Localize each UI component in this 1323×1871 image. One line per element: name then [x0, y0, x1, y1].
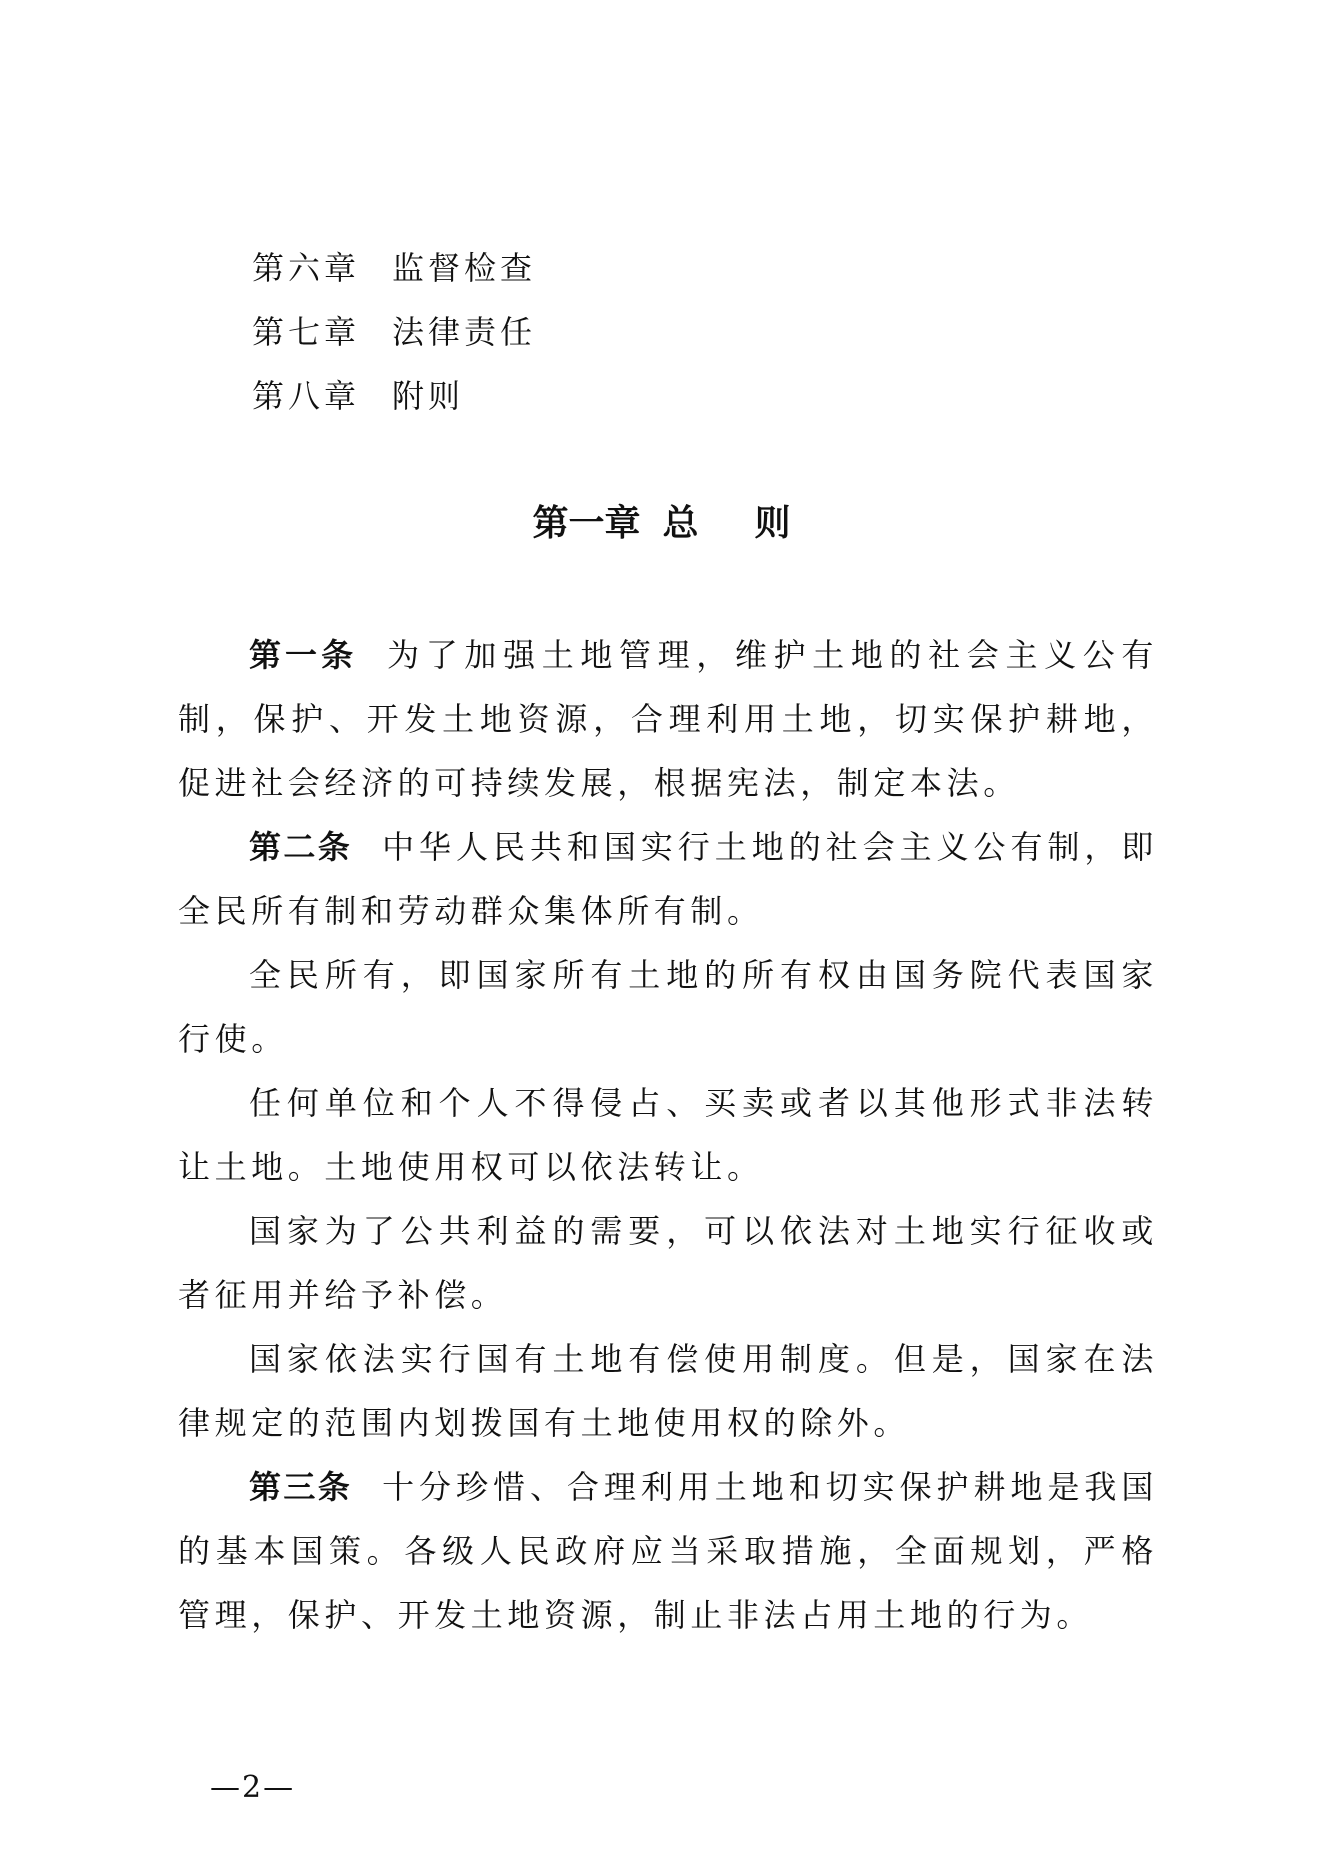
document-body [178, 623, 1158, 1647]
paragraph-text: 国家依法实行国有土地有偿使用制度。但是，国家在法律规定的范围内划拨国有土地使用权的除外。 [178, 1340, 1158, 1442]
toc-item [252, 236, 536, 300]
toc-item [252, 300, 536, 364]
toc-chapter-number: 第八章 [252, 377, 361, 415]
toc-chapter-title: 法律责任 [392, 313, 537, 351]
article-label: 第一条 [249, 636, 358, 674]
toc-chapter-number: 第七章 [252, 313, 361, 351]
paragraph-text: 中华人民共和国实行土地的社会主义公有制，即全民所有制和劳动群众集体所有制。 [178, 828, 1158, 930]
chapter-heading-number: 第一章 [532, 503, 641, 544]
chapter-heading-title-part: 则 [754, 503, 791, 544]
paragraph-text: 国家为了公共利益的需要，可以依法对土地实行征收或者征用并给予补偿。 [178, 1212, 1158, 1314]
toc-chapter-title: 监督检查 [392, 249, 537, 287]
toc-chapter-number: 第六章 [252, 249, 361, 287]
article-label: 第二条 [249, 828, 353, 866]
table-of-contents [252, 236, 536, 428]
article-paragraph [178, 815, 1158, 943]
paragraph [178, 1327, 1158, 1455]
page-number: —2— [210, 1770, 296, 1805]
toc-item [252, 364, 536, 428]
chapter-heading [0, 498, 1323, 550]
toc-chapter-title: 附则 [392, 377, 465, 415]
paragraph [178, 1071, 1158, 1199]
paragraph-text: 十分珍惜、合理利用土地和切实保护耕地是我国的基本国策。各级人民政府应当采取措施，全面规划，严格管理，保护、开发土地资源，制止非法占用土地的行为。 [178, 1468, 1158, 1634]
paragraph-text: 全民所有，即国家所有土地的所有权由国务院代表国家行使。 [178, 956, 1158, 1058]
paragraph [178, 1199, 1158, 1327]
chapter-heading-title-part: 总 [662, 503, 699, 544]
article-label: 第三条 [249, 1468, 353, 1506]
article-paragraph [178, 1455, 1158, 1647]
paragraph-text: 任何单位和个人不得侵占、买卖或者以其他形式非法转让土地。土地使用权可以依法转让。 [178, 1084, 1158, 1186]
paragraph [178, 943, 1158, 1071]
paragraph-text: 为了加强土地管理，维护土地的社会主义公有制，保护、开发土地资源，合理利用土地，切实保护耕地，促进社会经济的可持续发展，根据宪法，制定本法。 [178, 636, 1158, 802]
article-paragraph [178, 623, 1158, 815]
